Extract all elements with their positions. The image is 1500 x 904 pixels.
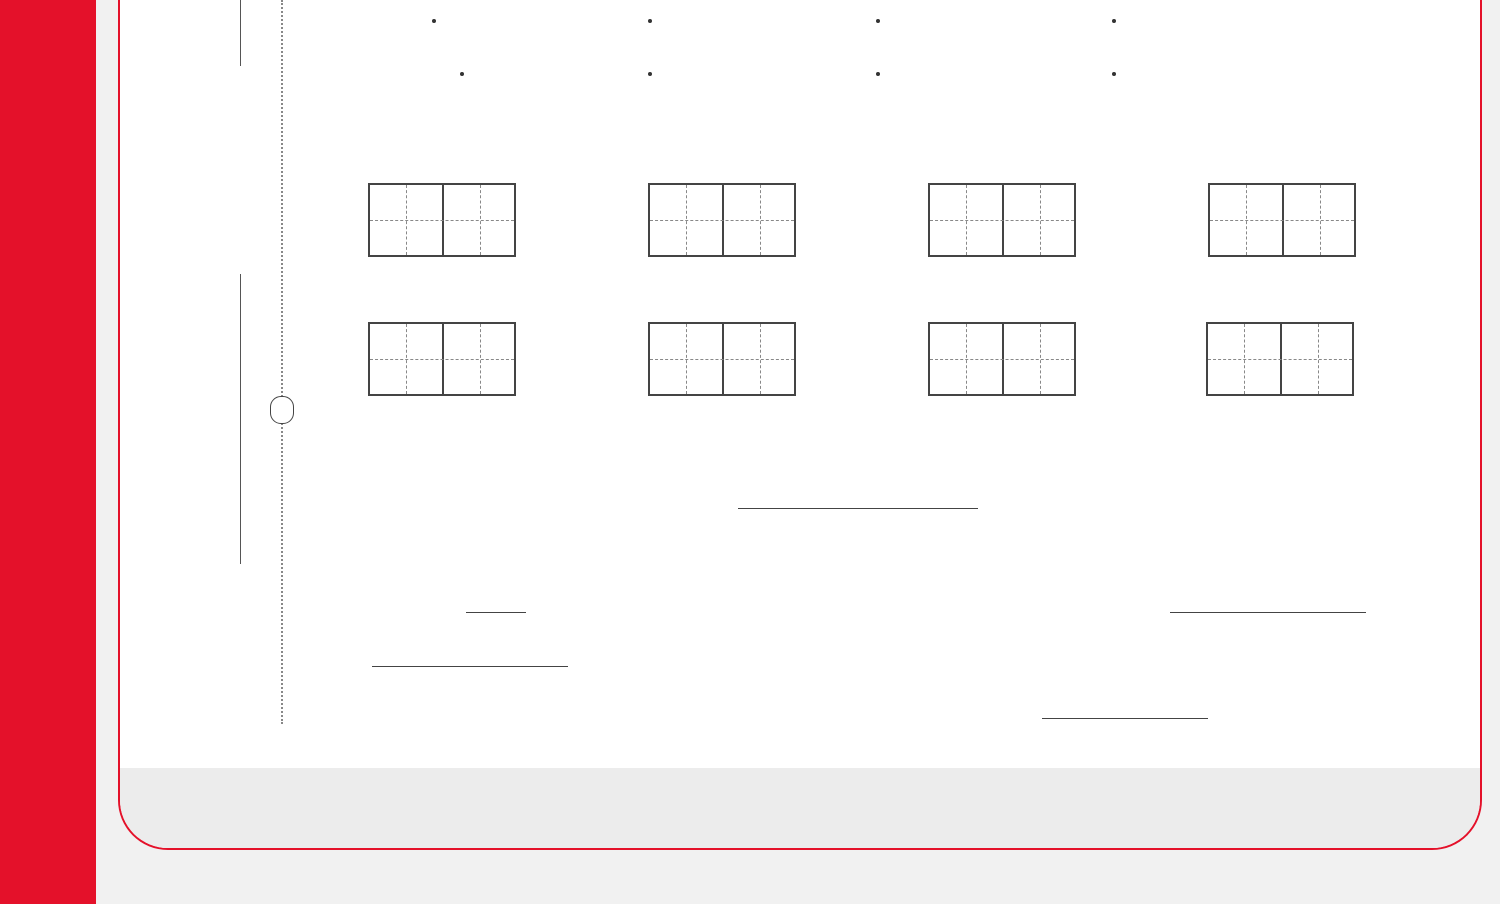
decorative-ribbon [0,0,96,904]
write-box[interactable] [1206,322,1354,396]
write-box[interactable] [648,183,796,257]
idiom-underline [738,508,978,509]
write-box[interactable] [368,322,516,396]
binding-seal [270,396,294,424]
write-box[interactable] [648,322,796,396]
blank-line[interactable] [1170,612,1366,613]
write-box[interactable] [928,322,1076,396]
blank-line[interactable] [372,666,568,667]
write-box[interactable] [1208,183,1356,257]
decorative-wave-border [120,768,1480,848]
exam-page [118,0,1482,850]
write-box[interactable] [368,183,516,257]
blank-line[interactable] [1042,718,1208,719]
blank-line[interactable] [466,612,526,613]
class-line [240,0,241,66]
write-box[interactable] [928,183,1076,257]
binding-line [281,0,283,724]
school-line [240,274,241,564]
